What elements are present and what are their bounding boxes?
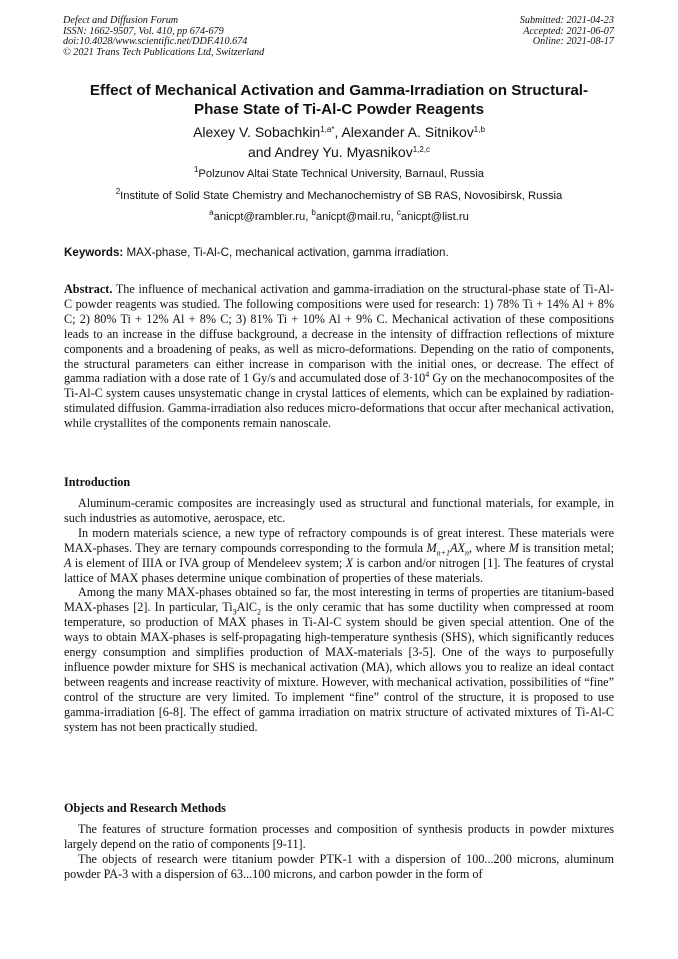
- author-3-sup: 1,2,c: [412, 144, 431, 154]
- author-2: Alexander A. Sitnikov: [341, 124, 474, 140]
- affiliation-1-sup: 1: [193, 165, 199, 174]
- intro-paragraph-1: Aluminum-ceramic composites are increasingly used as structural and functional materials, for example, in such industries as automotive, aerospace, etc.: [64, 496, 614, 525]
- author-list: [40, 123, 638, 162]
- author-3: Andrey Yu. Myasnikov: [274, 143, 413, 160]
- title-line-2: Phase State of Ti-Al-C Powder Reagents: [193, 100, 485, 118]
- affiliation-2-sup: 2: [115, 187, 121, 196]
- keywords: [64, 246, 616, 260]
- affiliation-1: [40, 167, 638, 181]
- abstract-text-2: Gy on the mechanocomposites of the Ti-Al-C system causes unsystematic change in crystal lattices of elements, which can be explained by radiation-stimulated diffusion. Gamma-irradiation also reduces micro-deformations that occur after mechanical activation, while crystallites of the components remain nanoscale.: [64, 371, 614, 431]
- author-2-sup: 1,b: [473, 125, 485, 134]
- paper-title: [40, 82, 638, 119]
- email-c[interactable]: anicpt@list.ru: [400, 211, 469, 223]
- submitted-date: Submitted: 2021-04-23: [519, 15, 614, 26]
- title-line-1: Effect of Mechanical Activation and Gamma-Irradiation on Structural-: [89, 82, 589, 99]
- introduction-body: [64, 496, 614, 735]
- affiliation-1-text: Polzunov Altai State Technical University, Barnaul, Russia: [198, 168, 485, 180]
- intro-paragraph-2: In modern materials science, a new type of refractory compounds is of great interest. These materials were MAX-phases. They are ternary compounds corresponding to the formula $M_{n+1}AX_n$, where M is transition metal; A is element of IIIA or IVA group of Mendeleev system; X is carbon and/or nitrogen [1]. The features of crystal lattice of MAX phases determine unique combination of properties of these materials.: [64, 525, 614, 585]
- keywords-label: Keywords:: [64, 246, 124, 259]
- journal-name: Defect and Diffusion Forum: [63, 15, 179, 26]
- methods-body: [64, 822, 614, 882]
- author-3-prefix: and: [247, 143, 275, 160]
- email-b[interactable]: anicpt@mail.ru,: [315, 211, 397, 223]
- introduction-heading: Introduction: [64, 475, 131, 489]
- author-1-sup: 1,a*: [320, 125, 335, 134]
- email-b-sup: b: [311, 208, 316, 217]
- doi-line: doi:10.4028/www.scientific.net/DDF.410.674: [63, 36, 248, 48]
- methods-paragraph-2: The objects of research were titanium powder PTK-1 with a dispersion of 100...200 microns, aluminum powder PA-3 with a dispersion of 63...100 microns, and carbon powder in the form of: [64, 851, 614, 881]
- abstract-exponent: 4: [425, 370, 430, 380]
- online-date: Online: 2021-08-17: [532, 36, 614, 48]
- email-a[interactable]: anicpt@rambler.ru,: [213, 211, 312, 223]
- accepted-date: Accepted: 2021-06-07: [523, 25, 614, 37]
- header-right: [520, 16, 614, 48]
- author-separator: ,: [334, 124, 342, 140]
- abstract: [64, 282, 614, 431]
- methods-heading: Objects and Research Methods: [64, 801, 226, 815]
- email-line: [40, 210, 638, 224]
- copyright-line: © 2021 Trans Tech Publications Ltd, Switzerland: [63, 46, 265, 58]
- affiliation-2: [40, 189, 638, 203]
- keywords-text: MAX-phase, Ti-Al-C, mechanical activation, gamma irradiation.: [123, 246, 449, 259]
- email-c-sup: c: [396, 208, 401, 217]
- intro-paragraph-3: Among the many MAX-phases obtained so far, the most interesting in terms of properties are titanium-based MAX-phases [2]. In particular, $Ti_3AlC_2$ is the only ceramic that has some ductility when compressed at room temperature, so production of MAX phases in Ti-Al-C system should be given special attention. One of the ways to obtain MAX-phases is self-propagating high-temperature synthesis (SHS), which significantly reduces energy consumption and simplifies production of MAX-materials [3-5]. One of the ways to purposefully influence powder mixture for SHS is mechanical activation (MA), which allows you to realize an ideal contact between reagents and increase reactivity of mixture. However, with mechanical activation, possibilities of “fine” control of the structure are very limited. To implement “fine” control of the structure, it is proposed to use gamma-irradiation [6-8]. The effect of gamma irradiation on matrix structure of activated mixtures of Ti-Al-C system has not been practically studied.: [64, 585, 614, 734]
- abstract-label: Abstract.: [64, 282, 113, 296]
- email-a-sup: a: [209, 208, 214, 217]
- issn-line: ISSN: 1662-9507, Vol. 410, pp 674-679: [63, 25, 224, 37]
- methods-paragraph-1: The features of structure formation processes and composition of synthesis products in powder mixtures largely depend on the ratio of components [9-11].: [64, 822, 614, 851]
- author-1: Alexey V. Sobachkin: [193, 124, 321, 140]
- abstract-text-1: The influence of mechanical activation and gamma-irradiation on the structural-phase state of Ti-Al-C powder reagents was studied. The following compositions were used for research: 1) 78% Ti + 14% Al + 8% C; 2) 80% Ti + 12% Al + 8% C; 3) 81% Ti + 10% Al + 9% C. Mechanical activation of these compositions leads to an increase in the diffuse background, a decrease in the intensity of diffraction reflections of mixture components and a broadening of peaks, as well as micro-deformations. Depending on the ratio of components, the structural parameters can either increase in comparison with the initial ones, or decrease. The effect of gamma radiation with a dose rate of 1 Gy/s and accumulated dose of 3·10: [64, 282, 614, 386]
- header-left: [63, 16, 264, 58]
- affiliation-2-text: Institute of Solid State Chemistry and Mechanochemistry of SB RAS, Novosibirsk, Russia: [120, 190, 563, 202]
